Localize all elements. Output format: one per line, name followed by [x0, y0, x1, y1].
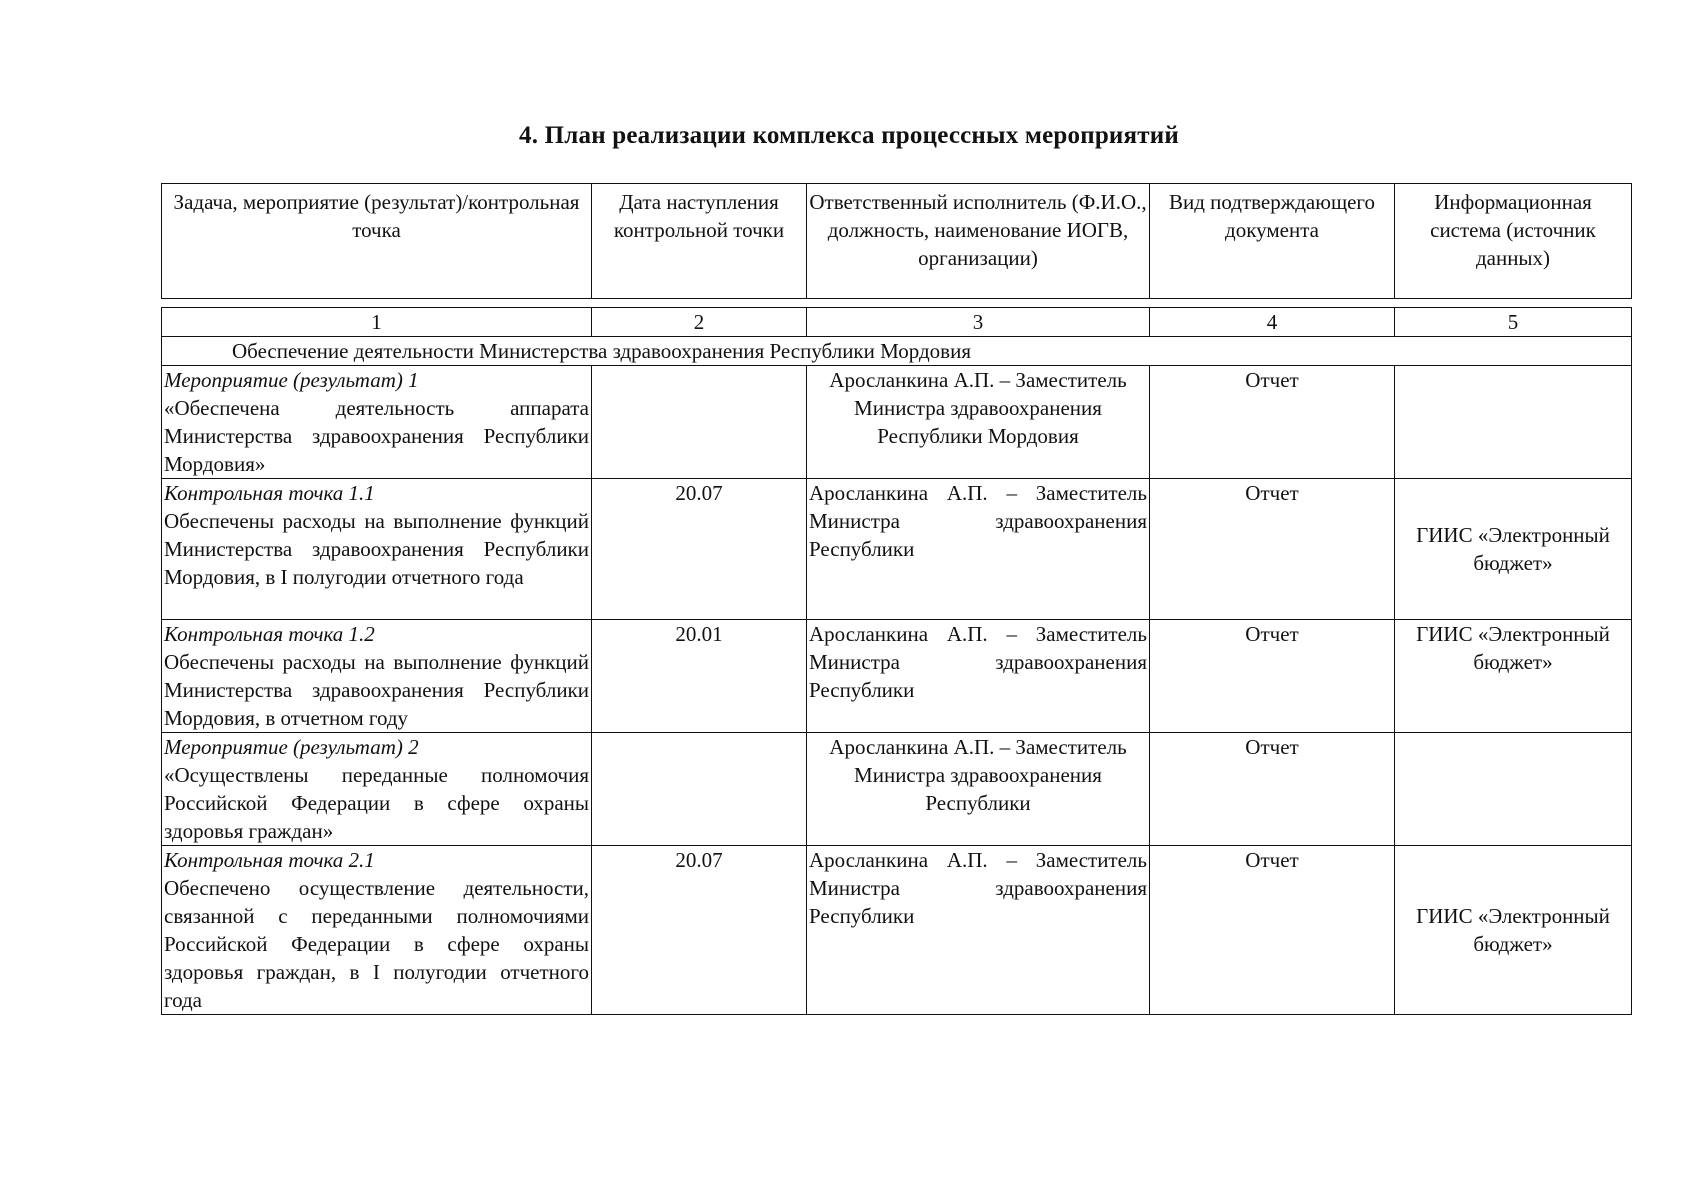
- executor-cell: Аросланкина А.П. – Заместитель Министра здравоохранения Республики: [807, 846, 1150, 1015]
- row-text: Обеспечено осуществление деятельности, связанной с переданными полномочиями Российской Федерации в сфере охраны здоровья граждан, в I полугодии отчетного года: [164, 876, 589, 1012]
- date-cell: 20.01: [592, 620, 807, 733]
- row-label: Контрольная точка 2.1: [164, 848, 375, 872]
- header-table: [161, 183, 1632, 299]
- system-cell: ГИИС «Электронный бюджет»: [1395, 620, 1632, 733]
- header-document: Вид подтверждающего документа: [1150, 184, 1395, 299]
- column-number: 5: [1395, 308, 1632, 337]
- date-cell: [592, 366, 807, 479]
- date-cell: 20.07: [592, 846, 807, 1015]
- table-row: [162, 733, 1632, 846]
- document-cell: Отчет: [1150, 479, 1395, 620]
- system-cell: ГИИС «Электронный бюджет»: [1395, 846, 1632, 1015]
- executor-cell: Аросланкина А.П. – Заместитель Министра здравоохранения Республики Мордовия: [807, 366, 1150, 479]
- header-system: Информационная система (источник данных): [1395, 184, 1632, 299]
- row-label: Мероприятие (результат) 2: [164, 735, 419, 759]
- row-text: «Обеспечена деятельность аппарата Министерства здравоохранения Республики Мордовия»: [164, 396, 589, 476]
- executor-cell: Аросланкина А.П. – Заместитель Министра здравоохранения Республики: [807, 620, 1150, 733]
- system-cell: [1395, 733, 1632, 846]
- system-cell: ГИИС «Электронный бюджет»: [1395, 479, 1632, 620]
- task-cell: [162, 620, 592, 733]
- column-number: 4: [1150, 308, 1395, 337]
- document-cell: Отчет: [1150, 620, 1395, 733]
- document-cell: Отчет: [1150, 846, 1395, 1015]
- column-number-row: [162, 308, 1632, 337]
- page-title: 4. План реализации комплекса процессных мероприятий: [519, 122, 1179, 149]
- table-row: [162, 846, 1632, 1015]
- row-label: Контрольная точка 1.2: [164, 622, 375, 646]
- date-cell: [592, 733, 807, 846]
- table-row: [162, 366, 1632, 479]
- section-row: [162, 337, 1632, 366]
- row-label: Мероприятие (результат) 1: [164, 368, 419, 392]
- executor-cell: Аросланкина А.П. – Заместитель Министра здравоохранения Республики: [807, 733, 1150, 846]
- column-number: 2: [592, 308, 807, 337]
- executor-cell: Аросланкина А.П. – Заместитель Министра здравоохранения Республики: [807, 479, 1150, 620]
- document-cell: Отчет: [1150, 366, 1395, 479]
- row-text: «Осуществлены переданные полномочия Российской Федерации в сфере охраны здоровья граждан»: [164, 763, 589, 843]
- plan-table: [161, 307, 1632, 1015]
- row-label: Контрольная точка 1.1: [164, 481, 375, 505]
- task-cell: [162, 846, 592, 1015]
- table-row: [162, 620, 1632, 733]
- task-cell: [162, 366, 592, 479]
- row-text: Обеспечены расходы на выполнение функций Министерства здравоохранения Республики Мордовия, в I полугодии отчетного года: [164, 509, 589, 589]
- document-cell: Отчет: [1150, 733, 1395, 846]
- date-cell: 20.07: [592, 479, 807, 620]
- table-row: [162, 479, 1632, 620]
- header-date: Дата наступления контрольной точки: [592, 184, 807, 299]
- header-row: [162, 184, 1632, 299]
- section-title: Обеспечение деятельности Министерства здравоохранения Республики Мордовия: [162, 337, 1632, 366]
- task-cell: [162, 479, 592, 620]
- task-cell: [162, 733, 592, 846]
- column-number: 1: [162, 308, 592, 337]
- header-executor: Ответственный исполнитель (Ф.И.О., должность, наименование ИОГВ, организации): [807, 184, 1150, 299]
- column-number: 3: [807, 308, 1150, 337]
- header-task: Задача, мероприятие (результат)/контрольная точка: [162, 184, 592, 299]
- system-cell: [1395, 366, 1632, 479]
- row-text: Обеспечены расходы на выполнение функций Министерства здравоохранения Республики Мордовия, в отчетном году: [164, 650, 589, 730]
